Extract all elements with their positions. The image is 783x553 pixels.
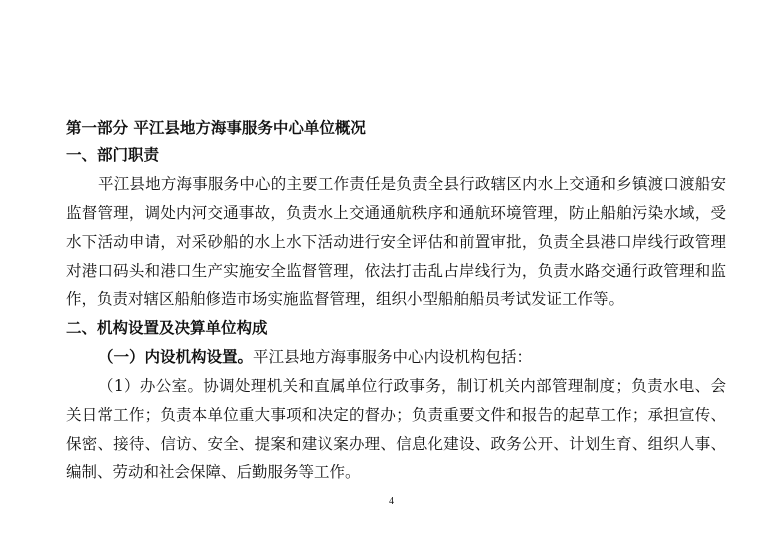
section-heading-duties: 一、部门职责 <box>66 146 160 164</box>
part-title: 第一部分 平江县地方海事服务中心单位概况 <box>66 119 366 137</box>
item-line: 关日常工作；负责本单位重大事项和决定的督办；负责重要文件和报告的起草工作；承担宣传、 <box>66 406 726 424</box>
page-number: 4 <box>389 496 394 507</box>
section-heading-structure: 二、机构设置及决算单位构成 <box>66 319 268 337</box>
paragraph-line: 水下活动申请，对采砂船的水上水下活动进行安全评估和前置审批，负责全县港口岸线行政管理 <box>66 233 726 251</box>
item-line: 保密、接待、信访、安全、提案和建议案办理、信息化建设、政务公开、计划生育、组织人事、 <box>66 435 726 453</box>
item-line: （1）办公室。协调处理机关和直属单位行政事务，制订机关内部管理制度；负责水电、会 <box>98 377 726 395</box>
subsection-text: 平江县地方海事服务中心内设机构包括： <box>253 348 533 366</box>
item-line: 编制、劳动和社会保障、后勤服务等工作。 <box>66 463 361 481</box>
paragraph-line: 对港口码头和港口生产实施安全监督管理，依法打击乱占岸线行为，负责水路交通行政管理和监 <box>66 262 726 280</box>
subsection-line <box>98 347 726 367</box>
paragraph-line: 平江县地方海事服务中心的主要工作责任是负责全县行政辖区内水上交通和乡镇渡口渡船安 <box>98 175 726 193</box>
paragraph-line: 作，负责对辖区船舶修造市场实施监督管理，组织小型船舶船员考试发证工作等。 <box>66 290 625 308</box>
paragraph-line: 监督管理，调处内河交通事故，负责水上交通通航秩序和通航环境管理，防止船舶污染水域，受 <box>66 204 726 222</box>
subsection-label: （一）内设机构设置。 <box>98 348 254 366</box>
